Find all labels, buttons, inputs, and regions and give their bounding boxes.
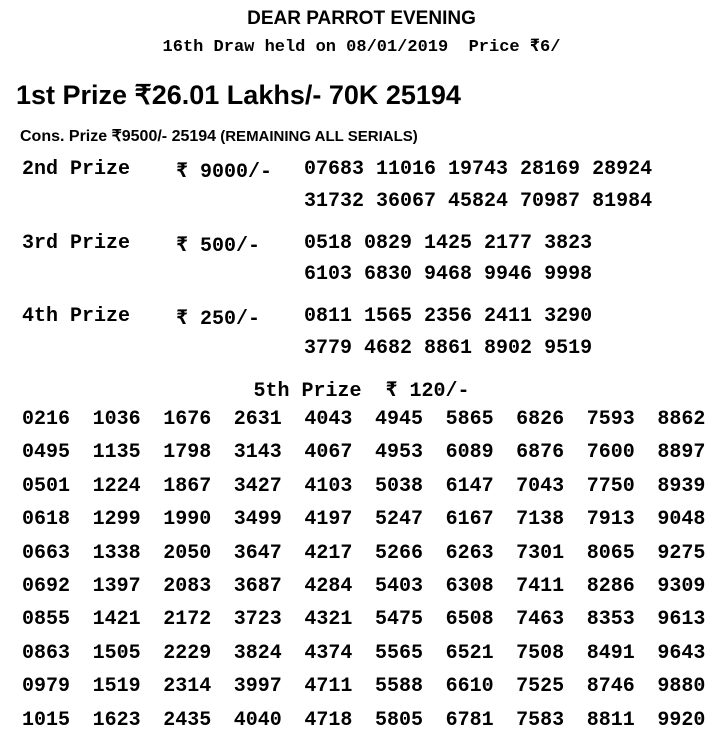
prize-number: 4711	[304, 675, 353, 699]
prize-number: 1397	[92, 574, 141, 598]
prize-number: 7138	[516, 508, 565, 532]
prize-number: 7593	[586, 408, 635, 431]
fifth-prize-row	[22, 408, 723, 441]
prize-number: 1015	[22, 708, 71, 732]
prize-number: 6876	[516, 441, 565, 465]
prize-number: 1505	[92, 641, 141, 665]
prize-number: 4103	[304, 474, 353, 498]
fifth-prize-row	[22, 709, 723, 742]
fifth-prize-heading	[0, 377, 723, 403]
fifth-prize-amount: ₹ 120/-	[385, 380, 470, 403]
prize-number: 2435	[163, 708, 212, 732]
prize-number: 0979	[22, 675, 71, 699]
prize-number: 9309	[657, 574, 706, 598]
prize-number: 1224	[92, 474, 141, 498]
prize-number: 31732	[304, 190, 365, 213]
prize-number: 6167	[445, 508, 494, 532]
prize-number: 28924	[592, 158, 653, 181]
fourth-prize-label: 4th Prize	[22, 305, 131, 328]
fifth-prize-row	[22, 508, 723, 541]
fifth-prize-row	[22, 542, 723, 575]
prize-number: 7043	[516, 474, 565, 498]
prize-number: 9643	[657, 641, 706, 665]
prize-number: 1421	[92, 608, 141, 632]
fifth-prize-row	[22, 441, 723, 474]
prize-number: 1623	[92, 708, 141, 732]
fifth-prize-label: 5th Prize	[253, 380, 362, 403]
prize-number: 4682	[364, 337, 413, 360]
prize-number: 7913	[586, 508, 635, 532]
prize-number: 8939	[657, 474, 706, 498]
prize-number: 7583	[516, 708, 565, 732]
prize-number: 0216	[22, 408, 71, 431]
prize-number: 45824	[448, 190, 509, 213]
prize-number: 7463	[516, 608, 565, 632]
prize-number: 1135	[92, 441, 141, 465]
prize-number: 1299	[92, 508, 141, 532]
fourth-prize-row-1	[304, 305, 604, 328]
prize-number: 07683	[304, 158, 365, 181]
prize-number: 1425	[424, 232, 473, 255]
prize-number: 5247	[374, 508, 423, 532]
fourth-prize-row-2	[304, 337, 604, 360]
prize-number: 6263	[445, 541, 494, 565]
prize-number: 5805	[374, 708, 423, 732]
prize-number: 0618	[22, 508, 71, 532]
prize-number: 5865	[445, 408, 494, 431]
prize-number: 9048	[657, 508, 706, 532]
prize-number: 5038	[374, 474, 423, 498]
prize-number: 1676	[163, 408, 212, 431]
fifth-prize-row	[22, 575, 723, 608]
first-prize-line: 1st Prize ₹26.01 Lakhs/- 70K 25194	[16, 80, 461, 110]
prize-number: 6103	[304, 263, 353, 286]
prize-number: 0501	[22, 474, 71, 498]
prize-number: 2631	[233, 408, 282, 431]
prize-number: 1036	[92, 408, 141, 431]
prize-number: 8862	[657, 408, 706, 431]
prize-number: 7508	[516, 641, 565, 665]
prize-number: 9519	[544, 337, 593, 360]
prize-number: 3824	[233, 641, 282, 665]
prize-number: 28169	[520, 158, 581, 181]
prize-number: 0518	[304, 232, 353, 255]
prize-number: 7525	[516, 675, 565, 699]
prize-number: 81984	[592, 190, 653, 213]
prize-number: 6610	[445, 675, 494, 699]
prize-number: 8861	[424, 337, 473, 360]
prize-number: 3647	[233, 541, 282, 565]
prize-number: 0663	[22, 541, 71, 565]
prize-number: 3997	[233, 675, 282, 699]
consolation-prize-main: Cons. Prize ₹9500/- 25194	[20, 128, 217, 145]
prize-number: 9998	[544, 263, 593, 286]
prize-number: 6089	[445, 441, 494, 465]
prize-number: 5403	[374, 574, 423, 598]
prize-number: 2050	[163, 541, 212, 565]
consolation-prize-note: (REMAINING ALL SERIALS)	[216, 128, 418, 145]
prize-number: 6521	[445, 641, 494, 665]
prize-number: 8746	[586, 675, 635, 699]
prize-number: 11016	[376, 158, 437, 181]
prize-number: 70987	[520, 190, 581, 213]
prize-number: 1990	[163, 508, 212, 532]
prize-number: 6781	[445, 708, 494, 732]
prize-number: 8811	[586, 708, 635, 732]
prize-number: 8902	[484, 337, 533, 360]
draw-subtitle: 16th Draw held on 08/01/2019 Price ₹6/	[162, 38, 561, 57]
prize-number: 5565	[374, 641, 423, 665]
prize-number: 7750	[586, 474, 635, 498]
fifth-prize-row	[22, 475, 723, 508]
third-prize-amount: ₹ 500/-	[176, 235, 261, 258]
prize-number: 5475	[374, 608, 423, 632]
prize-number: 6508	[445, 608, 494, 632]
prize-number: 2177	[484, 232, 533, 255]
draw-title: DEAR PARROT EVENING	[247, 8, 476, 29]
third-prize-row-2	[304, 263, 604, 286]
fourth-prize-amount: ₹ 250/-	[176, 308, 261, 331]
prize-number: 3427	[233, 474, 282, 498]
prize-number: 8897	[657, 441, 706, 465]
prize-number: 0863	[22, 641, 71, 665]
prize-number: 1565	[364, 305, 413, 328]
prize-number: 1519	[92, 675, 141, 699]
prize-number: 36067	[376, 190, 437, 213]
second-prize-label: 2nd Prize	[22, 158, 131, 181]
prize-number: 7600	[586, 441, 635, 465]
prize-number: 6826	[516, 408, 565, 431]
prize-number: 3723	[233, 608, 282, 632]
prize-number: 4945	[374, 408, 423, 431]
prize-number: 9468	[424, 263, 473, 286]
prize-number: 4284	[304, 574, 353, 598]
prize-number: 6308	[445, 574, 494, 598]
fifth-prize-row	[22, 608, 723, 641]
prize-number: 4718	[304, 708, 353, 732]
prize-number: 1867	[163, 474, 212, 498]
prize-number: 2229	[163, 641, 212, 665]
second-prize-row-2	[304, 190, 664, 213]
prize-number: 3823	[544, 232, 593, 255]
prize-number: 9275	[657, 541, 706, 565]
fifth-prize-row	[22, 642, 723, 675]
prize-number: 3779	[304, 337, 353, 360]
prize-number: 4217	[304, 541, 353, 565]
third-prize-row-1	[304, 232, 604, 255]
prize-number: 0495	[22, 441, 71, 465]
third-prize-label: 3rd Prize	[22, 232, 131, 255]
prize-number: 4374	[304, 641, 353, 665]
prize-number: 6147	[445, 474, 494, 498]
prize-number: 19743	[448, 158, 509, 181]
prize-number: 2172	[163, 608, 212, 632]
prize-number: 5588	[374, 675, 423, 699]
second-prize-row-1	[304, 158, 664, 181]
prize-number: 2356	[424, 305, 473, 328]
prize-number: 4067	[304, 441, 353, 465]
prize-number: 3499	[233, 508, 282, 532]
prize-number: 8286	[586, 574, 635, 598]
prize-number: 3290	[544, 305, 593, 328]
prize-number: 0692	[22, 574, 71, 598]
prize-number: 3687	[233, 574, 282, 598]
second-prize-amount: ₹ 9000/-	[176, 161, 273, 184]
fifth-prize-row	[22, 675, 723, 708]
prize-number: 1338	[92, 541, 141, 565]
prize-number: 9946	[484, 263, 533, 286]
prize-number: 4040	[233, 708, 282, 732]
prize-number: 8065	[586, 541, 635, 565]
prize-number: 0811	[304, 305, 353, 328]
prize-number: 7301	[516, 541, 565, 565]
prize-number: 6830	[364, 263, 413, 286]
prize-number: 8491	[586, 641, 635, 665]
prize-number: 5266	[374, 541, 423, 565]
prize-number: 2411	[484, 305, 533, 328]
prize-number: 4321	[304, 608, 353, 632]
prize-number: 9613	[657, 608, 706, 632]
prize-number: 7411	[516, 574, 565, 598]
prize-number: 9920	[657, 708, 706, 732]
prize-number: 8353	[586, 608, 635, 632]
prize-number: 3143	[233, 441, 282, 465]
consolation-prize-line	[20, 126, 418, 146]
prize-number: 4953	[374, 441, 423, 465]
prize-number: 2083	[163, 574, 212, 598]
prize-number: 0829	[364, 232, 413, 255]
prize-number: 1798	[163, 441, 212, 465]
prize-number: 4043	[304, 408, 353, 431]
prize-number: 2314	[163, 675, 212, 699]
prize-number: 4197	[304, 508, 353, 532]
prize-number: 9880	[657, 675, 706, 699]
prize-number: 0855	[22, 608, 71, 632]
fifth-prize-grid	[22, 408, 723, 742]
